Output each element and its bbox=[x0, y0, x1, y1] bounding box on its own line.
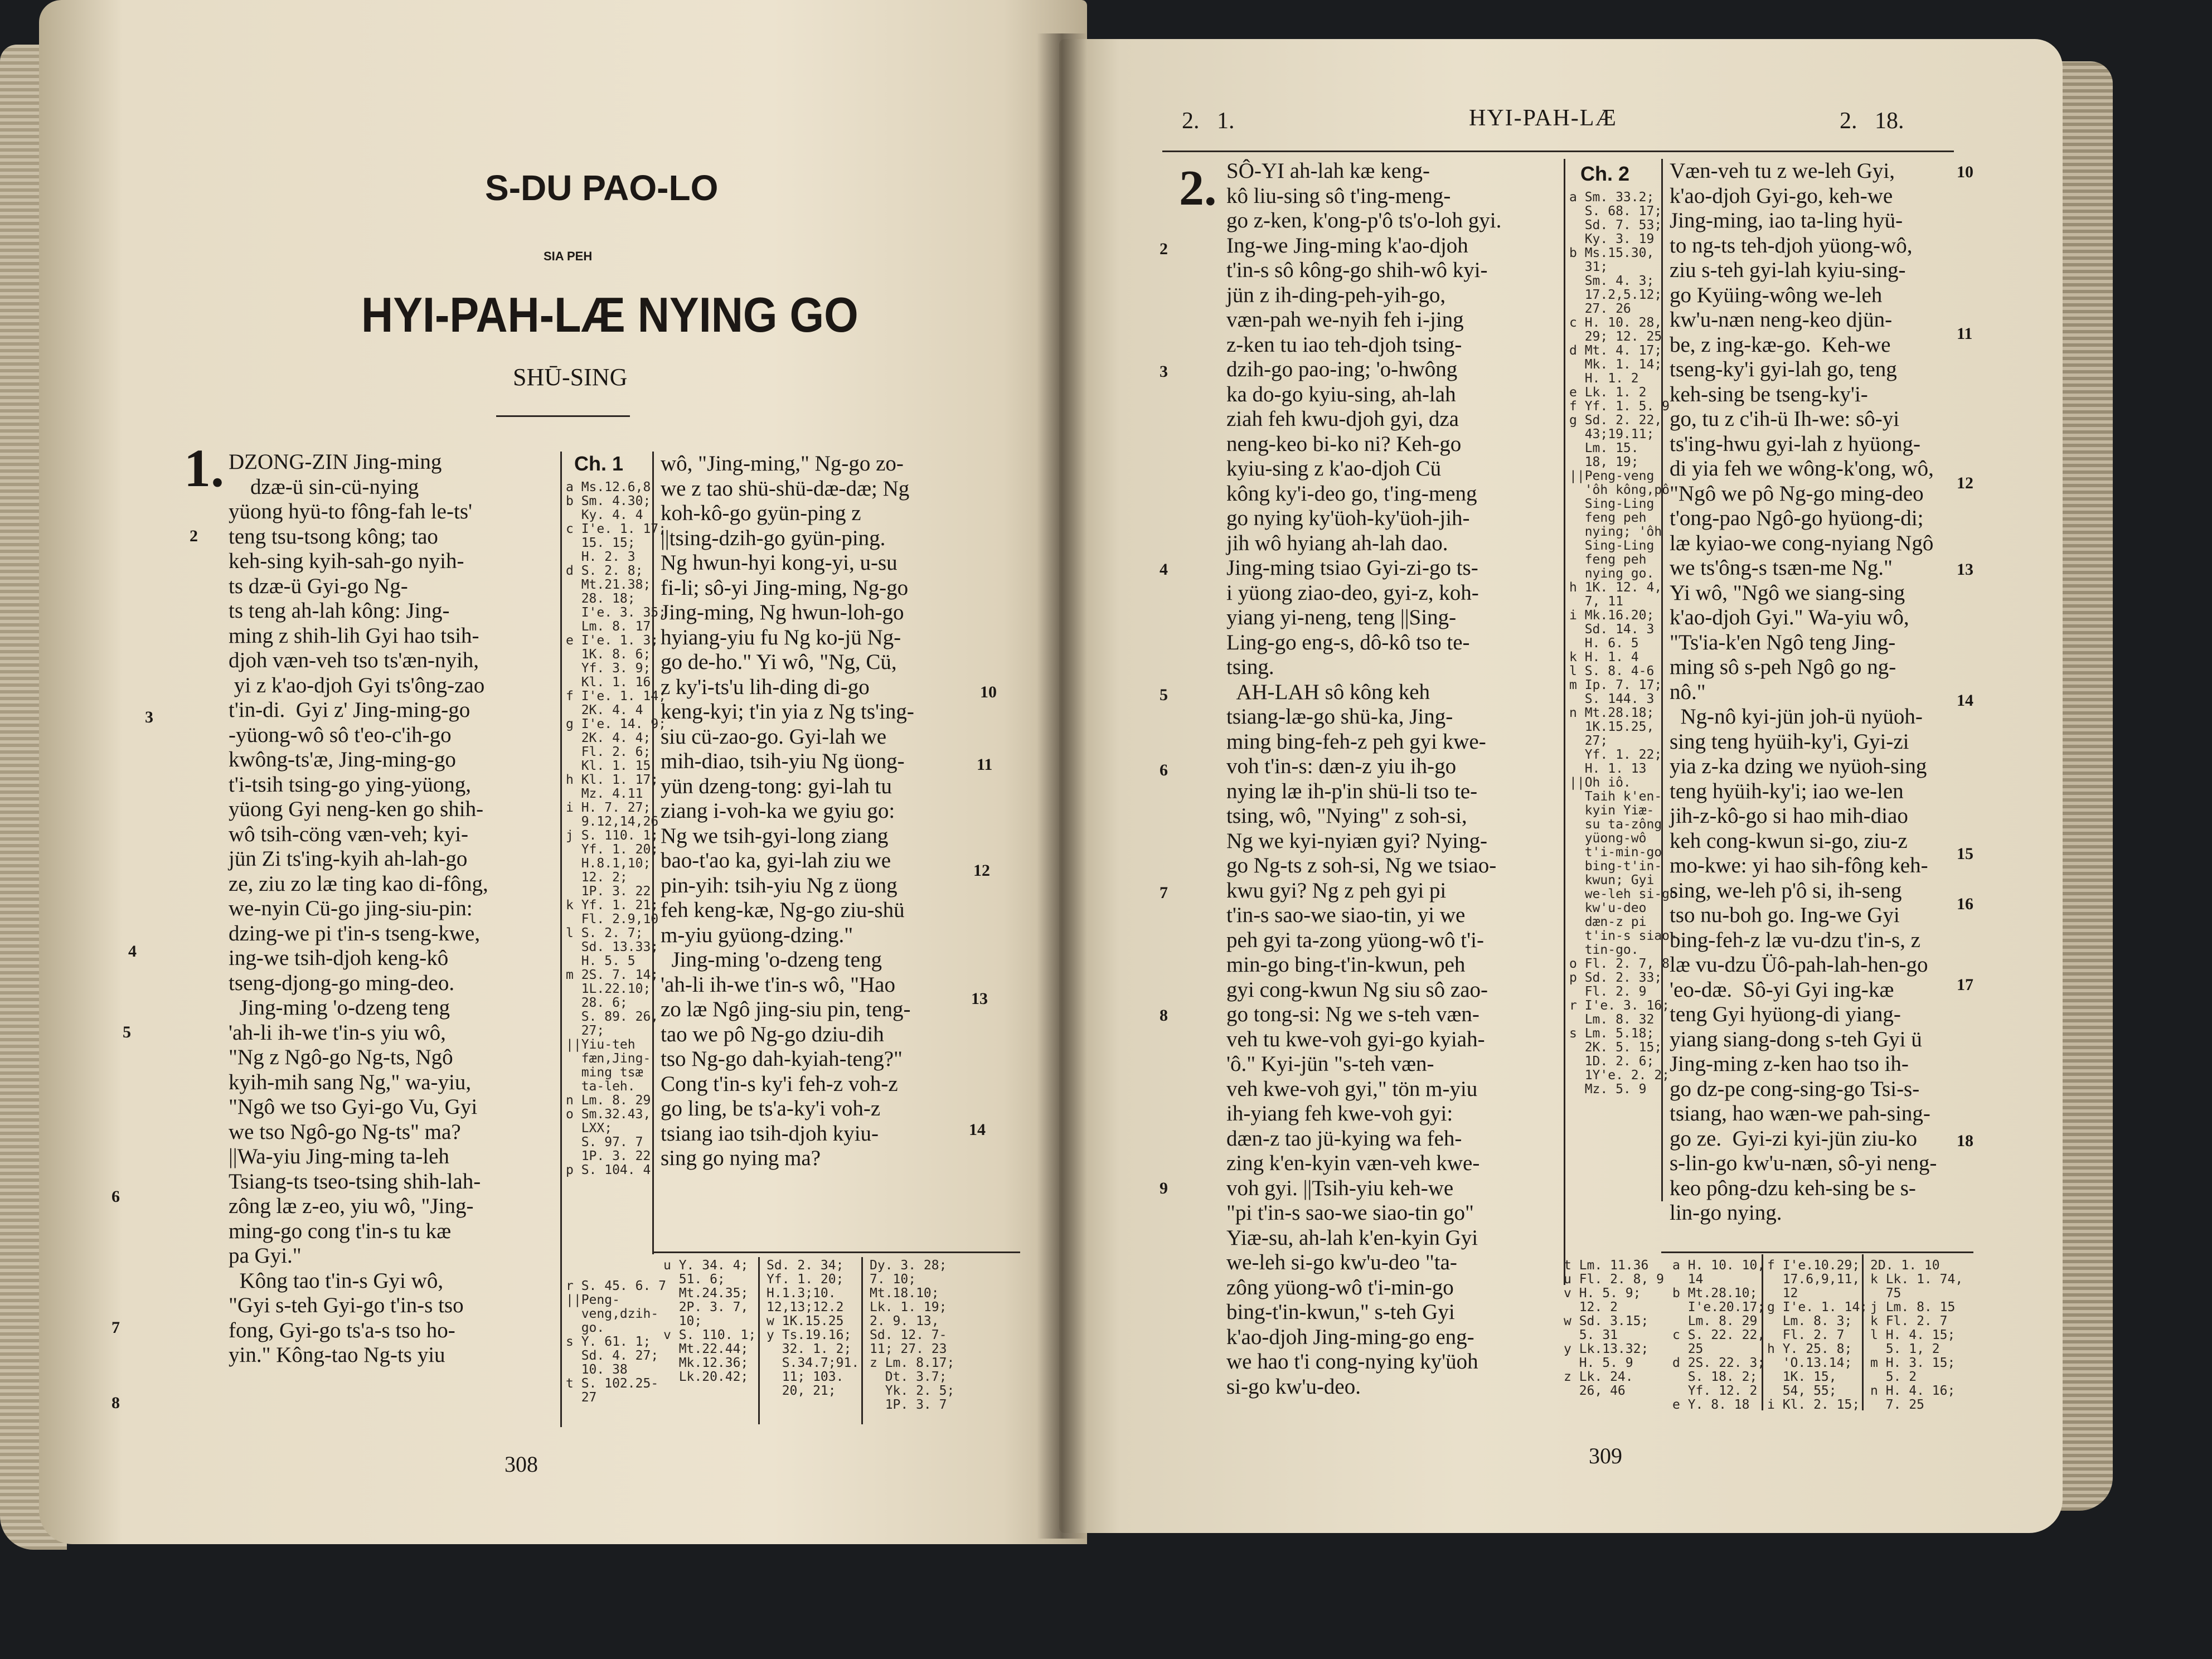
right-verse-8: 8 bbox=[1160, 1006, 1168, 1025]
right-verse-7: 7 bbox=[1160, 884, 1168, 902]
left-footnotes-4: Dy. 3. 28; 7. 10; Mt.18.10; Lk. 1. 19; 2. 9. 13, Sd. 12. 7- 11; 27. 23 z Lm. 8.17; Dt. 3.7; Yk. 2. 5; 1P. 3. 7 bbox=[870, 1258, 955, 1412]
book-title: HYI-PAH-LÆ NYING GO bbox=[361, 287, 858, 342]
right-verse-12: 12 bbox=[1957, 474, 1973, 492]
right-verse-16: 16 bbox=[1957, 895, 1973, 913]
right-verse-9: 9 bbox=[1160, 1179, 1168, 1197]
right-cross-references: a Sm. 33.2; S. 68. 17; Sd. 7. 53; Ky. 3. 19 b Ms.15.30, 31; Sm. 4. 3; 17.2,5.12; 27. 26 c H. 10. 28, 29; 12. 25 d Mt. 4. 17; Mk. 1. 14; H. 1. 2 e Lk. 1. 2 f Yf. 1. 5. 9 g Sd. 2. 22, 43;19.11; Lm. 15. 18, 19; ||Peng-veng 'ôh kông,pô Sing-Ling feng peh nying; 'ôh Sing-Ling feng peh nying go. h 1K. 12. 4, 7, 11 i Mk.16.20; Sd. 14. 3 H. 6. 5 k H. 1. 4 l S. 8. 4-6 m Ip. 7. 17; S. 144. 3 n Mt.28.18; 1K.15.25, 27; Yf. 1. 22; H. 1. 13 ||Oh iô. Taih k'en- kyin Yiæ- su ta-zông yüong-wô t'i-min-go bing-t'in- kwun; Gyi we-leh si-go kw'u-deo dæn-z pi t'in-s siao- tin-go. o Fl. 2. 7, 8 p Sd. 2. 33; Fl. 2. 9 r I'e. 3. 16; Lm. 8. 32 s Lm. 5.18; 2K. 5. 15; 1D. 2. 6; 1Y'e. 2. 2; Mz. 5. 9 bbox=[1569, 190, 1677, 1097]
right-header-right: 2. 18. bbox=[1840, 108, 1904, 134]
right-verse-4: 4 bbox=[1160, 560, 1168, 579]
verse-6: 6 bbox=[111, 1187, 120, 1206]
right-page-number: 309 bbox=[1589, 1443, 1622, 1468]
left-page-subtitle: SIA PEH bbox=[544, 249, 593, 263]
left-cross-references: a Ms.12.6,8 b Sm. 4.30; Ky. 4. 4 c I'e. 1. 17; 15. 15; H. 2. 3 d S. 2. 8; Mt.21.38; 28. 18; I'e. 3. 35; Lm. 8. 17 e I'e. 1. 3; 1K. 8. 6; Yf. 3. 9; Kl. 1. 16 f I'e. 1. 14; 2K. 4. 4 g I'e. 14. 9; 2K. 4. 4; Fl. 2. 6; Kl. 1. 15 h Kl. 1. 17; Mz. 4.11 i H. 7. 27; 9.12,14,26 j S. 110. 1; Yf. 1. 20; H.8.1,10; 12. 2; 1P. 3. 22 k Yf. 1. 21; Fl. 2.9,10 l S. 2. 7; Sd. 13.33; H. 5. 5 m 2S. 7. 14; 1L.22.10; 28. 6; S. 89. 26, 27; ||Yiu-teh fæn,Jing- ming tsæ ta-leh. n Lm. 8. 29 o Sm.32.43, LXX; S. 97. 7 1P. 3. 22 p S. 104. 4 bbox=[566, 480, 667, 1177]
left-footnote-divider-b bbox=[861, 1257, 863, 1424]
verse-5: 5 bbox=[123, 1023, 131, 1041]
right-column-2: Væn-veh tu z we-leh Gyi, k'ao-djoh Gyi-go, keh-we Jing-ming, iao ta-ling hyü- to ng-ts teh-djoh yüong-wô, ziu s-teh gyi-lah kyiu-sing- go Kyüing-wông we-leh kw'u-næn neng-keo djün- be, z ing-kæ-go. Keh-we tseng-ky'i gyi-lah go, teng keh-sing be tseng-ky'i- go, tu z c'ih-ü Ih-we: sô-yi ts'ing-hwu gyi-lah z hyüong- di yia feh we wông-k'ong, wô, "Ngô we pô Ng-go ming-deo t'ong-pao Ngô-go hyüong-di; læ kyiao-we cong-nyiang Ngô we ts'ông-s tsæn-me Ng." Yi wô, "Ngô we siang-sing k'ao-djoh Gyi." Wa-yiu wô, "Ts'ia-k'en Ngô teng Jing- ming sô s-peh Ngô go ng- nô." Ng-nô kyi-jün joh-ü nyüoh- sing teng hyüih-ky'i, Gyi-zi yia z-ka dzing we nyüoh-sing teng hyüih-ky'i; iao we-len jih-z-kô-go si hao mih-diao keh cong-kwun si-go, ziu-z mo-kwe: yi hao sih-fông keh- sing, we-leh p'ô si, ih-seng tso nu-boh go. Ing-we Gyi bing-feh-z læ vu-dzu t'in-s, z læ vu-dzu Üô-pah-lah-hen-go 'eo-dæ. Sô-yi Gyi ing-kæ teng Gyi hyüong-di yiang- yiang siang-dong s-teh Gyi ü Jing-ming z-ken hao tso ih- go dz-pe cong-sing-go Tsi-s- tsiang, hao wæn-we pah-sing- go ze. Gyi-zi kyi-jün ziu-ko s-lin-go kw'u-næn, sô-yi neng- keo pông-dzu keh-sing be s- lin-go nying. bbox=[1670, 159, 1937, 1225]
right-verse-6: 6 bbox=[1160, 761, 1168, 779]
verse-11: 11 bbox=[977, 755, 993, 774]
right-header-rule bbox=[1162, 151, 1954, 152]
verse-12: 12 bbox=[973, 861, 990, 880]
section-heading: SHŪ-SING bbox=[513, 363, 628, 391]
right-verse-10: 10 bbox=[1957, 163, 1973, 181]
right-footnotes-4: 2D. 1. 10 k Lk. 1. 74, 75 j Lm. 8. 15 k Fl. 2. 7 l H. 4. 15; 5. 1, 2 m H. 3. 15; 5. 2 n H. 4. 16; 7. 25 bbox=[1870, 1258, 1963, 1412]
right-footnotes-2: a H. 10. 10, 14 b Mt.28.10; I'e.20.17; Lm. 8. 29 c S. 22. 22, 25 d 2S. 22. 3; S. 18. 2; Yf. 12. 2 e Y. 8. 18 bbox=[1672, 1258, 1765, 1412]
left-column-divider-2 bbox=[652, 452, 654, 1254]
left-chapter-label: Ch. 1 bbox=[574, 452, 624, 475]
right-verse-13: 13 bbox=[1957, 560, 1973, 579]
right-verse-11: 11 bbox=[1957, 324, 1973, 343]
book-spine-shadow bbox=[1037, 33, 1087, 1539]
right-chapter-label: Ch. 2 bbox=[1580, 162, 1630, 185]
left-footnote-rule bbox=[652, 1251, 1020, 1253]
left-footnote-divider-a bbox=[758, 1257, 760, 1424]
right-page bbox=[1059, 39, 2063, 1533]
right-header-title: HYI-PAH-LÆ bbox=[1469, 105, 1617, 131]
verse-10: 10 bbox=[980, 683, 997, 701]
right-verse-2: 2 bbox=[1160, 240, 1168, 258]
right-footnotes-3: f I'e.10.29; 17.6,9,11, 12 g I'e. 1. 14; Lm. 8. 3; Fl. 2. 7 h Y. 25. 8; 'O.13.14; 1K. 15, 54, 55; i Kl. 2. 15; bbox=[1767, 1258, 1868, 1412]
right-chapter-number: 2. bbox=[1179, 161, 1217, 216]
right-footnote-divider-b bbox=[1862, 1254, 1864, 1410]
right-footnotes-1: t Lm. 11.36 u Fl. 2. 8, 9 v H. 5. 9; 12. 2 w Sd. 3.15; 5. 31 y Lk.13.32; H. 5. 9 z Lk. 24. 26, 46 bbox=[1564, 1258, 1665, 1398]
chapter-number: 1. bbox=[184, 438, 224, 498]
right-verse-18: 18 bbox=[1957, 1132, 1973, 1150]
left-header-rule bbox=[496, 415, 630, 417]
left-column-2: wô, "Jing-ming," Ng-go zo- we z tao shü-shü-dæ-dæ; Ng koh-kô-go gyün-ping z ||tsing-dzih-go gyün-ping. Ng hwun-hyi kong-yi, u-su fi-li; sô-yi Jing-ming, Ng-go Jing-ming, Ng hwun-loh-go hyiang-yiu fu Ng ko-jü Ng- go de-ho." Yi wô, "Ng, Cü, z ky'i-ts'u lih-ding di-go keng-kyi; t'in yia z Ng ts'ing- siu cü-zao-go. Gyi-lah we mih-diao, tsih-yiu Ng üong- yün dzeng-tong: gyi-lah tu ziang i-voh-ka we gyiu go: Ng we tsih-gyi-long ziang bao-t'ao ka, gyi-lah ziu we pin-yih: tsih-yiu Ng z üong feh keng-kæ, Ng-go ziu-shü m-yiu gyüong-dzing." Jing-ming 'o-dzeng teng 'ah-li ih-we t'in-s wô, "Hao zo læ Ngô jing-siu pin, teng- tao we pô Ng-go dziu-dih tso Ng-go dah-kyiah-teng?" Cong t'in-s ky'i feh-z voh-z go ling, be ts'a-ky'i voh-z tsiang iao tsih-djoh kyiu- sing go nying ma? bbox=[661, 452, 914, 1170]
left-column-1: DZONG-ZIN Jing-ming dzæ-ü sin-cü-nying yüong hyü-to fông-fah le-ts' teng tsu-tsong kông; tao keh-sing kyih-sah-go nyih- ts dzæ-ü Gyi-go Ng- ts teng ah-lah kông: Jing- ming z shih-lih Gyi hao tsih- djoh væn-veh tso ts'æn-nyih, yi z k'ao-djoh Gyi ts'ông-zao t'in-di. Gyi z' Jing-ming-go -yüong-wô sô t'eo-c'ih-go kwông-ts'æ, Jing-ming-go t'i-tsih tsing-go ying-yüong, yüong Gyi neng-ken go shih- wô tsih-cöng væn-veh; kyi- jün Zi ts'ing-kyih ah-lah-go ze, ziu zo læ ting kao di-fông, we-nyin Cü-go jing-siu-pin: dzing-we pi t'in-s tseng-kwe, ing-we tsih-djoh keng-kô tseng-djong-go ming-deo. Jing-ming 'o-dzeng teng 'ah-li ih-we t'in-s yiu wô, "Ng z Ngô-go Ng-ts, Ngô kyih-mih sang Ng," wa-yiu, "Ngô we tso Gyi-go Vu, Gyi we tso Ngô-go Ng-ts" ma? ||Wa-yiu Jing-ming ta-leh Tsiang-ts tseo-tsing shih-lah- zông læ z-eo, yiu wô, "Jing- ming-go cong t'in-s tu kæ pa Gyi." Kông tao t'in-s Gyi wô, "Gyi s-teh Gyi-go t'in-s tso fong, Gyi-go ts'a-s tso ho- yin." Kông-tao Ng-ts yiu bbox=[229, 450, 488, 1367]
verse-8: 8 bbox=[111, 1394, 120, 1412]
verse-2: 2 bbox=[190, 527, 198, 545]
left-page-title: S-DU PAO-LO bbox=[485, 168, 719, 208]
right-column-1: SÔ-YI ah-lah kæ keng- kô liu-sing sô t'ing-meng- go z-ken, k'ong-p'ô ts'o-loh gyi. Ing-we Jing-ming k'ao-djoh t'in-s sô kông-go shih-wô kyi- jün z ih-ding-peh-yih-go, væn-pah we-nyih feh i-jing z-ken tu iao teh-djoh tsing- dzih-go pao-ing; 'o-hwông ka do-go kyiu-sing, ah-lah ziah feh kwu-djoh gyi, dza neng-keo bi-ko ni? Keh-go kyiu-sing z k'ao-djoh Cü kông ky'i-deo go, t'ing-meng go nying ky'üoh-ky'üoh-jih- jih wô hyiang ah-lah dao. Jing-ming tsiao Gyi-zi-go ts- i yüong ziao-deo, gyi-z, koh- yiang yi-neng, teng ||Sing- Ling-go eng-s, dô-kô tso te- tsing. AH-LAH sô kông keh tsiang-læ-go shü-ka, Jing- ming bing-feh-z peh gyi kwe- voh t'in-s: dæn-z yiu ih-go nying læ ih-p'in shü-li tso te- tsing, wô, "Nying" z soh-si, Ng we kyi-nyiæn gyi? Nying- go Ng-ts z soh-si, Ng we tsiao- kwu gyi? Ng z peh gyi pi t'in-s sao-we siao-tin, yi we peh gyi ta-zong yüong-wô t'i- min-go bing-t'in-kwun, peh gyi cong-kwun Ng siu sô zao- go tong-si: Ng we s-teh væn- veh tu kwe-voh gyi-go kyiah- 'ô." Kyi-jün "s-teh væn- veh kwe-voh gyi," tön m-yiu ih-yiang feh kwe-voh gyi: dæn-z tao jü-kying wa feh- zing k'en-kyin væn-veh kwe- voh gyi. ||Tsih-yiu keh-we "pi t'in-s sao-we siao-tin go" Yiæ-su, ah-lah k'en-kyin Gyi we-leh si-go kw'u-deo "ta- zông yüong-wô t'i-min-go bing-t'in-kwun," s-teh Gyi k'ao-djoh Jing-ming-go eng- we hao t'i cong-nying ky'üoh si-go kw'u-deo. bbox=[1226, 159, 1502, 1399]
right-verse-15: 15 bbox=[1957, 845, 1973, 863]
right-footnote-divider-a bbox=[1762, 1254, 1763, 1410]
left-column-divider-1 bbox=[560, 452, 562, 1427]
right-verse-14: 14 bbox=[1957, 691, 1973, 710]
left-footnotes-1: r S. 45. 6. 7 ||Peng- veng,dzih- go. s Y. 61. 1; Sd. 4. 27; 10. 38 t S. 102.25- 27 bbox=[566, 1279, 667, 1405]
verse-4: 4 bbox=[128, 942, 137, 961]
right-column-divider-2 bbox=[1661, 159, 1663, 1201]
right-verse-17: 17 bbox=[1957, 976, 1973, 994]
verse-13: 13 bbox=[971, 989, 988, 1008]
right-verse-3: 3 bbox=[1160, 362, 1168, 381]
left-footnotes-3: Sd. 2. 34; Yf. 1. 20; H.1.3;10. 12,13;12.2 w 1K.15.25 y Ts.19.16; 32. 1. 2; S.34.7;91. 11; 103. 20, 21; bbox=[767, 1258, 860, 1398]
right-verse-5: 5 bbox=[1160, 686, 1168, 704]
right-header-left: 2. 1. bbox=[1182, 108, 1235, 134]
left-page-number: 308 bbox=[505, 1452, 538, 1477]
left-page bbox=[39, 0, 1087, 1544]
right-column-divider-1 bbox=[1564, 159, 1565, 1285]
left-footnotes-2: u Y. 34. 4; 51. 6; Mt.24.35; 2P. 3. 7, 10; v S. 110. 1; Mt.22.44; Mk.12.36; Lk.20.42; bbox=[663, 1258, 756, 1384]
verse-14: 14 bbox=[969, 1120, 986, 1139]
right-footnote-rule bbox=[1661, 1251, 1973, 1253]
verse-7: 7 bbox=[111, 1318, 120, 1337]
verse-3: 3 bbox=[145, 708, 153, 726]
